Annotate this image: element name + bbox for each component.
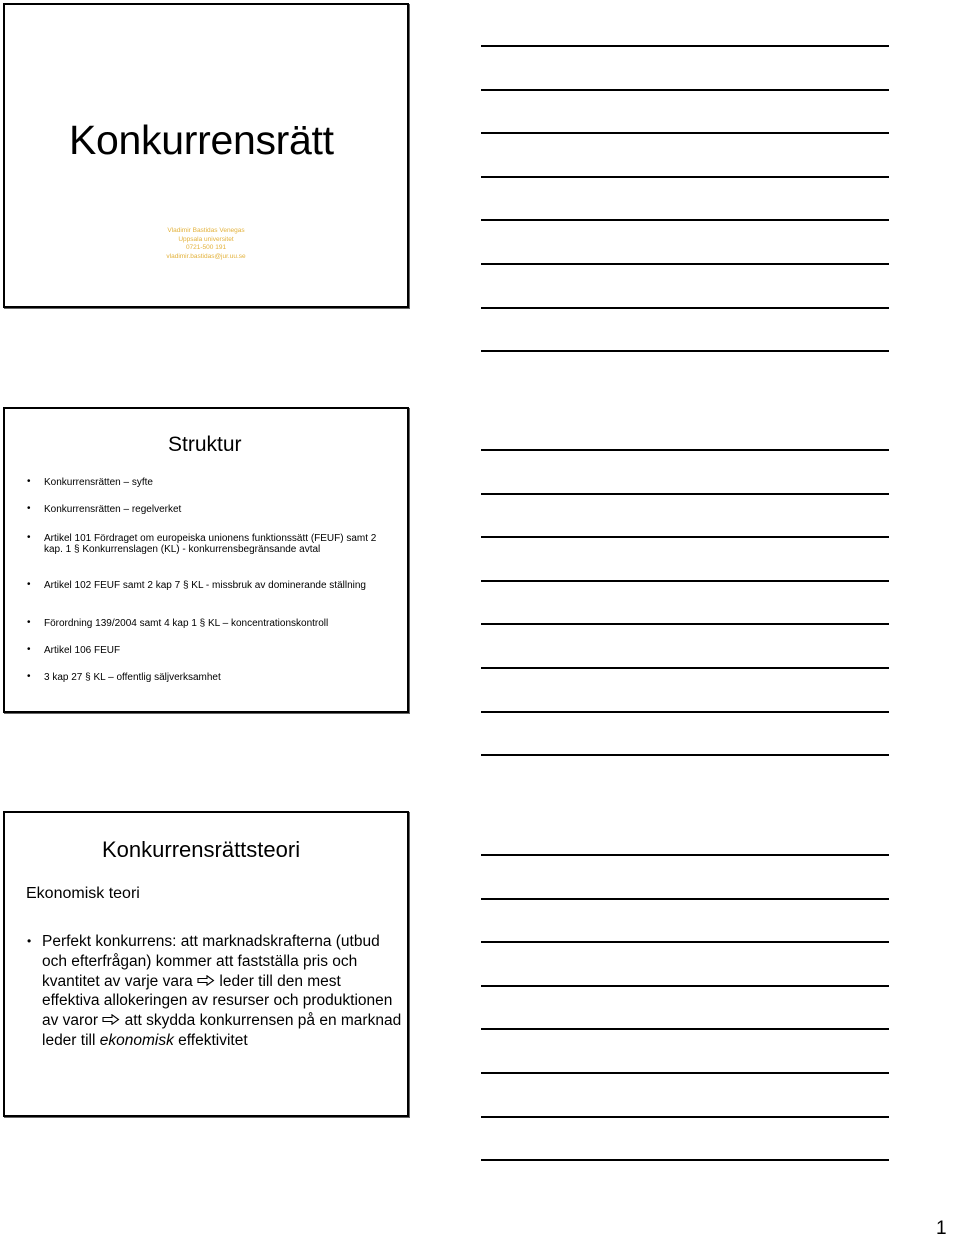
bullet-icon: • <box>27 934 32 948</box>
slide-2-title: Struktur <box>168 433 242 456</box>
note-line <box>481 854 889 856</box>
bullet-icon: • <box>27 532 31 543</box>
slide-2: Struktur • Konkurrensrätten – syfte • Konkurrensrätten – regelverket • Artikel 101 Fördraget om europeiska unionens funktionssätt (FEUF) samt 2 kap. 1 § Konkurrenslagen (KL) - konkurrensbegränsande avtal • Artikel 102 FEUF samt 2 kap 7 § KL - missbruk av dominerande ställning • Förordning 139/2004 samt 4 kap 1 § KL – koncentrationskontroll • Artikel 106 FEUF • 3 kap 27 § KL – offentlig säljverksamhet <box>3 407 409 713</box>
bullet-icon: • <box>27 617 31 628</box>
note-line <box>481 754 889 756</box>
note-line <box>481 711 889 713</box>
slide-1-author-info <box>5 227 407 261</box>
note-line <box>481 1116 889 1118</box>
note-line <box>481 350 889 352</box>
note-line <box>481 449 889 451</box>
bullet-icon: • <box>27 579 31 590</box>
note-line <box>481 45 889 47</box>
note-line <box>481 132 889 134</box>
note-line <box>481 1159 889 1161</box>
note-line <box>481 493 889 495</box>
slide-3-subtitle: Ekonomisk teori <box>26 885 140 902</box>
page-number: 1 <box>936 1218 947 1239</box>
slide-1-title: Konkurrensrätt <box>69 117 334 163</box>
note-line <box>481 89 889 91</box>
author-name: Vladimir Bastidas Venegas <box>167 227 245 234</box>
note-line <box>481 263 889 265</box>
author-email: vladimir.bastidas@jur.uu.se <box>166 252 246 260</box>
note-line <box>481 307 889 309</box>
bullet-icon: • <box>27 671 31 682</box>
note-line <box>481 941 889 943</box>
note-line <box>481 898 889 900</box>
note-line <box>481 536 889 538</box>
bullet-icon: • <box>27 644 31 655</box>
note-line <box>481 580 889 582</box>
emphasis-word: ekonomisk <box>99 1031 174 1049</box>
bullet-icon: • <box>27 503 31 514</box>
note-line <box>481 219 889 221</box>
right-arrow-outline-icon <box>102 1014 120 1025</box>
note-line <box>481 176 889 178</box>
slide-1 <box>3 3 409 308</box>
slide-3 <box>3 811 409 1117</box>
note-line <box>481 985 889 987</box>
note-line <box>481 1072 889 1074</box>
author-phone: 0721-500 191 <box>185 244 227 251</box>
bullet-icon: • <box>27 476 31 487</box>
author-university: Uppsala universitet <box>178 235 234 243</box>
slide-3-title: Konkurrensrättsteori <box>102 837 301 862</box>
note-line <box>481 667 889 669</box>
right-arrow-outline-icon <box>197 975 215 986</box>
theory-paragraph: Perfekt konkurrens: att marknadskrafterna (utbud och efterfrågan) kommer att fastställa pris och kvantitet av varje vara leder till den mest effektiva allokeringen av resurser och produktionen av varor att skydda konkurrensen på en marknad leder till ekonomisk effektivitet <box>42 933 402 1049</box>
note-line <box>481 1028 889 1030</box>
note-line <box>481 623 889 625</box>
